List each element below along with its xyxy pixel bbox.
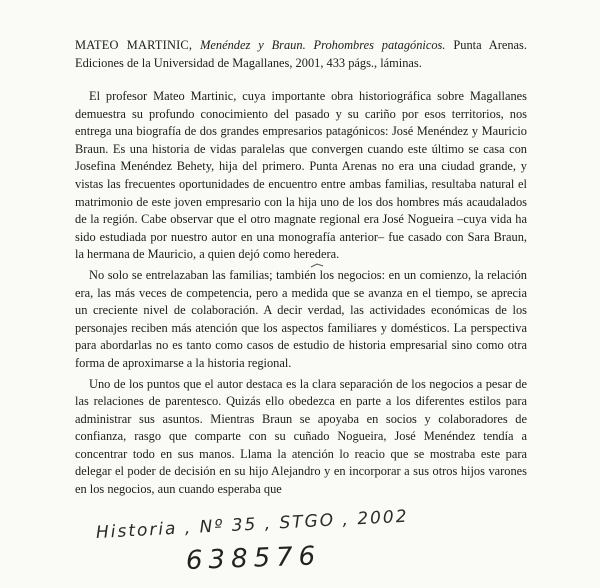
- pencil-mark-icon: [310, 262, 324, 270]
- handwritten-source-note: Historia , Nº 35 , STGO , 2002: [95, 506, 410, 543]
- citation-publication: Punta Arenas. Ediciones de la Universidad de Magallanes, 2001, 433 págs., láminas.: [75, 38, 527, 70]
- bibliographic-citation: [75, 36, 527, 72]
- handwritten-catalog-number: 638576: [185, 541, 322, 576]
- review-body: [75, 88, 527, 502]
- paragraph-1: El profesor Mateo Martinic, cuya importante obra historiográfica sobre Magallanes demuestra su profundo conocimiento del pasado y su cariño por esos territorios, nos entrega una biografía de dos grandes empresarios patagónicos: José Menéndez y Mauricio Braun. Es una historia de vidas paralelas que convergen cuando este último se casa con Josefina Menéndez Behety, hija del primero. Punta Arenas no era una ciudad grande, y vistas las frecuentes oportunidades de encuentro entre ambas familias, resultaba natural el matrimonio de este joven empresario con la hija uno de los dos hombres más acaudalados de la región. Cabe observar que el otro magnate regional era José Nogueira –cuya vida ha sido estudiada por nuestro autor en una monografía anterior– fue casado con Sara Braun, la hermana de Mauricio, a quien dejó como heredera.: [75, 89, 527, 262]
- citation-author: MATEO MARTINIC,: [75, 38, 193, 52]
- citation-title: Menéndez y Braun. Prohombres patagónicos.: [200, 38, 446, 52]
- paragraph-2: No solo se entrelazaban las familias; también los negocios: en un comienzo, la relación era, las más veces de competencia, pero a medida que se avanza en el tiempo, se aprecia un creciente nivel de colaboración. A decir verdad, las actividades económicas de los personajes reciben más atención que los aspectos familiares y domésticos. La perspectiva para abordarlas no es tanto como casos de estudio de historia empresarial sino como otra forma de aproximarse a la historia regional.: [75, 267, 527, 370]
- paragraph-3: Uno de los puntos que el autor destaca es la clara separación de los negocios a pesar de las relaciones de parentesco. Quizás ello obedezca en parte a los diferentes estilos para administrar sus asuntos. Mientras Braun se apoyaba en socios y colaboradores de confianza, rasgo que comparte con su cuñado Nogueira, José Menéndez tendía a concentrar todo en sus manos. Llama la atención lo reacio que se mostraba este para delegar el poder de decisión en su hijo Alejandro y en incorporar a sus otros hijos varones en los negocios, aun cuando esperaba que: [75, 376, 527, 497]
